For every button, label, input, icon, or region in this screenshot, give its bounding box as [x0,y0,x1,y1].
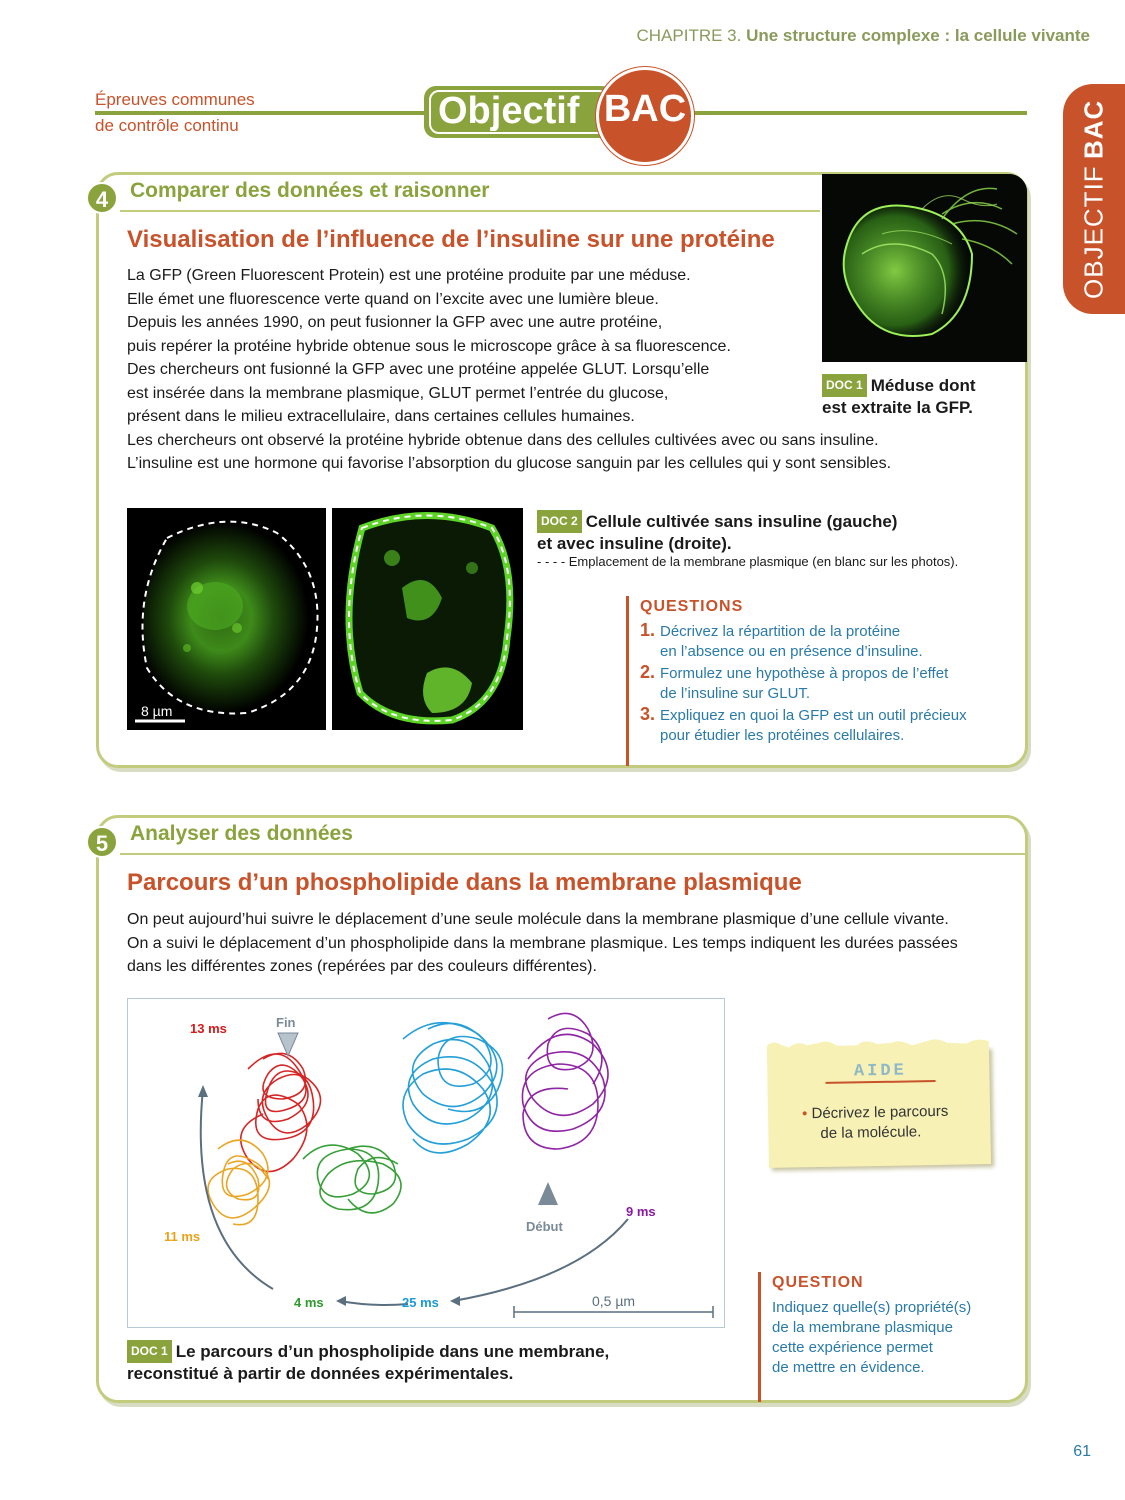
question-item-cont: de l’insuline sur GLUT. [660,685,811,702]
body-line: présent dans le milieu extracellulaire, dans certaines cellules humaines. [127,408,635,425]
body-line: dans les différentes zones (repérées par des couleurs différentes). [127,958,597,975]
time-label-green: 4 ms [294,1295,324,1310]
questions-rule [626,596,629,766]
question-title: QUESTION [772,1274,864,1291]
exercise-4-title: Visualisation de l’influence de l’insuline sur une protéine [127,226,775,253]
question-rule [758,1272,761,1402]
question-item-cont: pour étudier les protéines cellulaires. [660,727,905,744]
start-label: Début [526,1219,563,1234]
body-line: est insérée dans la membrane plasmique, GLUT permet l’entrée du glucose, [127,384,669,402]
aide-line1: • Décrivez le parcours [801,1102,949,1123]
chapter-header [636,26,1090,46]
question-number: 3. [640,704,656,724]
time-label-purple: 9 ms [626,1204,656,1219]
epreuves-line2: de contrôle continu [95,116,239,135]
question-line: de la membrane plasmique [772,1319,953,1336]
page-number: 61 [1073,1443,1091,1460]
diagram-scale-label: 0,5 µm [592,1293,636,1309]
time-label-blue: 25 ms [402,1295,439,1310]
exercise-5-heading: Analyser des données [130,822,353,845]
aide-torn-edge [767,1036,989,1054]
body-line: Les chercheurs ont observé la protéine hybride obtenue dans des cellules cultivées avec ou sans insuline. [127,431,879,449]
torn-edge-graphic [767,1036,989,1054]
bac-label: BAC [603,88,687,130]
doc1-caption-line2: est extraite la GFP. [822,398,973,417]
zone-purple-path [522,1034,608,1149]
end-marker-icon [278,1033,298,1056]
zone-orange-path [208,1140,269,1225]
doc2-caption [537,510,1017,554]
question-number: 2. [640,662,656,682]
question-line: Indiquez quelle(s) propriété(s) [772,1299,972,1316]
body-line: On a suivi le déplacement d’un phospholipide dans la membrane plasmique. Les temps indiquent les durées passées [127,934,958,952]
objectif-label: Objectif [438,90,580,132]
doc1-tag: DOC 1 [822,374,867,397]
body-line: puis repérer la protéine hybride obtenue sous le microscope grâce à sa fluorescence. [127,337,731,355]
questions-list [640,620,1020,746]
doc1-tag: DOC 1 [127,1340,172,1363]
body-line: Depuis les années 1990, on peut fusionner la GFP avec une autre protéine, [127,314,663,331]
exercise-4-number: 4 [86,182,118,214]
question-item: 1. Décrivez la répartition de la protéine [640,620,901,640]
doc1-caption-line1: Méduse dont [870,376,976,395]
doc1-caption-line1: Le parcours d’un phospholipide dans une membrane, [175,1342,610,1361]
aide-note [767,1046,991,1168]
chapter-prefix: CHAPITRE 3. [636,26,742,45]
aide-text-line1: Décrivez le parcours [811,1102,949,1123]
question-text [772,1298,1012,1378]
trajectory-svg [128,999,724,1327]
time-label-orange: 11 ms [164,1229,201,1244]
doc2-tag: DOC 2 [537,510,582,533]
side-tab-label [1063,84,1125,314]
cell-scale-label: 8 µm [141,703,173,719]
exercise-5-number: 5 [86,826,118,858]
aide-line2: de la molécule. [820,1123,922,1143]
exercise-4-heading-rule [120,210,820,212]
exercise-5-body [127,908,1027,979]
body-line: Des chercheurs ont fusionné la GFP avec une protéine appelée GLUT. Lorsqu’elle [127,361,710,378]
body-line: Elle émet une fluorescence verte quand on l’excite avec une lumière bleue. [127,290,659,308]
aide-title: AIDE [825,1061,935,1084]
question-line: cette expérience permet [772,1339,933,1356]
cell-image-left [127,508,326,730]
body-line: On peut aujourd’hui suivre le déplacement d’une seule molécule dans la membrane plasmique d’une cellule vivante. [127,911,949,928]
question-item-cont: en l’absence ou en présence d’insuline. [660,643,923,660]
epreuves-line1: Épreuves communes [95,90,255,109]
question-item: 3. Expliquez en quoi la GFP est un outil précieux [640,704,967,724]
cell-photo-without-insulin [127,508,326,730]
doc1-caption-line2: reconstitué à partir de données expérimentales. [127,1364,514,1383]
cell-photo-with-insulin [332,508,523,730]
question-number: 1. [640,620,656,640]
side-tab-prefix: OBJECTIF [1078,164,1109,299]
doc2-note: - - - - Emplacement de la membrane plasmique (en blanc sur les photos). [537,554,959,569]
questions-title: QUESTIONS [640,598,744,615]
end-label: Fin [276,1015,296,1030]
side-tab-bold: BAC [1078,99,1109,159]
doc2-caption-line1: Cellule cultivée sans insuline (gauche) [585,512,898,531]
body-line: La GFP (Green Fluorescent Protein) est une protéine produite par une méduse. [127,267,691,284]
time-label-red: 13 ms [190,1021,227,1036]
question-line: de mettre en évidence. [772,1359,925,1376]
doc2-caption-line2: et avec insuline (droite). [537,534,732,553]
body-line: L’insuline est une hormone qui favorise l’absorption du glucose sanguin par les cellules qui y sont sensibles. [127,455,892,472]
trajectory-diagram [127,998,725,1328]
exercise-4-body [127,264,1027,476]
exercise-5-title: Parcours d’un phospholipide dans la membrane plasmique [127,869,802,896]
exercise-5-heading-rule [120,853,1026,855]
question-item: 2. Formulez une hypothèse à propos de l’effet [640,662,949,682]
cell-image-right [332,508,523,730]
start-marker-icon [538,1182,558,1205]
exercise-5-doc1-caption [127,1340,727,1384]
exercise-4-heading: Comparer des données et raisonner [130,179,490,202]
chapter-title: Une structure complexe : la cellule vivante [746,26,1090,45]
